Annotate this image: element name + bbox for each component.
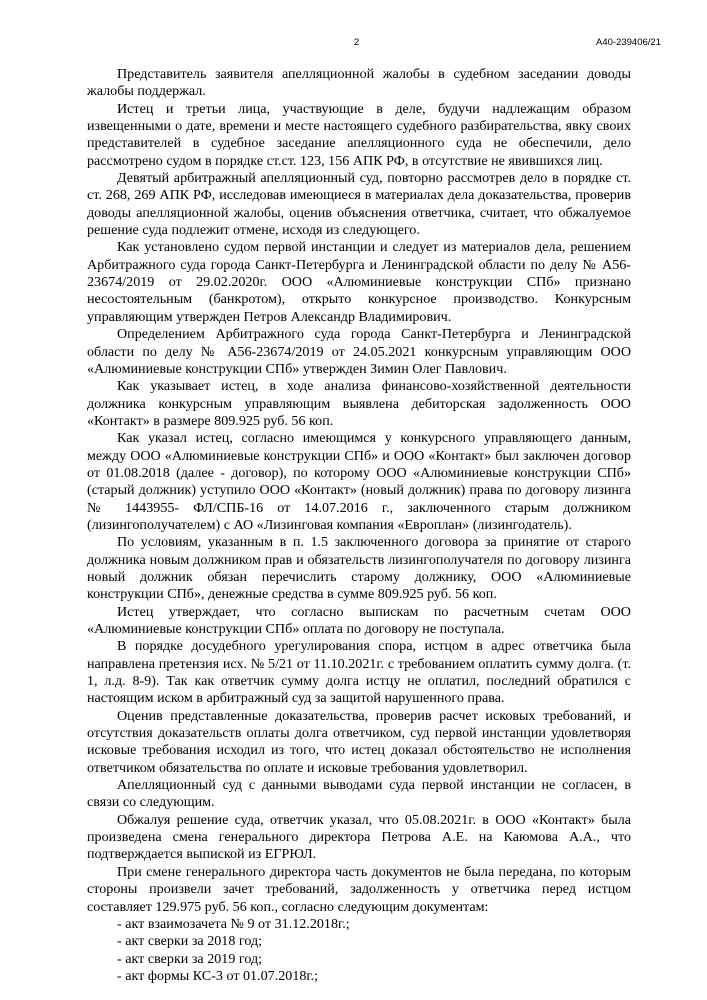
paragraph: Апелляционный суд с данными выводами суда первой инстанции не согласен, в связи со следующим. <box>87 777 631 811</box>
paragraph: Обжалуя решение суда, ответчик указал, что 05.08.2021г. в ООО «Контакт» была произведена смена генерального директора Петрова А.Е. на Каюмова А.А., что подтверждается выпиской из ЕГРЮЛ. <box>87 811 631 863</box>
paragraph: Как указывает истец, в ходе анализа финансово-хозяйственной деятельности должника конкурсным управляющим выявлена дебиторская задолженность ООО «Контакт» в размере 809.925 руб. 56 коп. <box>87 378 631 429</box>
document-list <box>87 916 631 985</box>
list-item: - акт взаимозачета № 9 от 31.12.2018г.; <box>117 915 350 932</box>
paragraph: При смене генерального директора часть документов не была передана, по которым стороны произвели зачет требований, задолженность у ответчика перед истцом составляет 129.975 руб. 56 коп., согласно следующим документам: <box>87 863 631 915</box>
paragraph: Определением Арбитражного суда города Санкт-Петербурга и Ленинградской области по делу № А56-23674/2019 от 24.05.2021 конкурсным управляющим ООО «Алюминиевые конструкции СПб» утвержден Зимин Олег Павлович. <box>87 326 631 377</box>
case-number: А40-239406/21 <box>596 37 661 48</box>
paragraph: Представитель заявителя апелляционной жалобы в судебном заседании доводы жалобы поддержал. <box>87 66 631 100</box>
paragraph: Истец и третьи лица, участвующие в деле, будучи надлежащим образом извещенными о дате, времени и месте настоящего судебного разбирательства, явку своих представителей в судебное заседание апелляционного суда не обеспечили, дело рассмотрено судом в порядке ст.ст. 123, 156 АПК РФ, в отсутствие не явившихся лиц. <box>87 100 631 169</box>
page-number: 2 <box>354 37 360 48</box>
document-body <box>87 66 631 985</box>
paragraph: Оценив представленные доказательства, проверив расчет исковых требований, и отсутствия доказательств оплаты долга ответчиком, суд первой инстанции удовлетворяя исковые требования исходил из того, что истец доказал обстоятельство не исполнения ответчиком обязательства по оплате и исковые требования удовлетворил. <box>87 707 631 776</box>
list-item: - акт сверки за 2019 год; <box>117 950 263 967</box>
list-item: - акт сверки за 2018 год; <box>117 933 263 950</box>
list-item: - акт формы КС-3 от 01.07.2018г.; <box>117 967 319 984</box>
paragraph: В порядке досудебного урегулирования спора, истцом в адрес ответчика была направлена претензия исх. № 5/21 от 11.10.2021г. с требованием оплатить сумму долга. (т. 1, л.д. 8-9). Так как ответчик сумму долга истцу не оплатил, последний обратился с настоящим иском в арбитражный суд за защитой нарушенного права. <box>87 638 631 707</box>
paragraph: Как установлено судом первой инстанции и следует из материалов дела, решением Арбитражного суда города Санкт-Петербурга и Ленинградской области по делу № А56-23674/2019 от 29.02.2020г. ООО «Алюминиевые конструкции СПб» признано несостоятельным (банкротом), открыто конкурсное производство. Конкурсным управляющим утвержден Петров Александр Владимирович. <box>87 239 631 325</box>
paragraph: Девятый арбитражный апелляционный суд, повторно рассмотрев дело в порядке ст. ст. 268, 269 АПК РФ, исследовав имеющиеся в материалах дела доказательства, проверив доводы апелляционной жалобы, оценив объяснения ответчика, считает, что обжалуемое решение суда подлежит отмене, исходя из следующего. <box>87 170 631 239</box>
paragraph: Как указал истец, согласно имеющимся у конкурсного управляющего данным, между ООО «Алюминиевые конструкции СПб» и ООО «Контакт» был заключен договор от 01.08.2018 (далее - договор), по которому ООО «Алюминиевые конструкции СПб» (старый должник) уступило ООО «Контакт» (новый должник) права по договору лизинга № 1443955- ФЛ/СПБ-16 от 14.07.2016 г., заключенного старым должником (лизингополучателем) с АО «Лизинговая компания «Европлан» (лизингодатель). <box>87 430 631 533</box>
paragraph: Истец утверждает, что согласно выпискам по расчетным счетам ООО «Алюминиевые конструкции СПб» оплата по договору не поступала. <box>87 603 631 637</box>
paragraph: По условиям, указанным в п. 1.5 заключенного договора за принятие от старого должника новым должником прав и обязательств лизингополучателя по договору лизинга новый должник обязан перечислить старому должнику, ООО «Алюминиевые конструкции СПб», денежные средства в сумме 809.925 руб. 56 коп. <box>87 534 631 603</box>
